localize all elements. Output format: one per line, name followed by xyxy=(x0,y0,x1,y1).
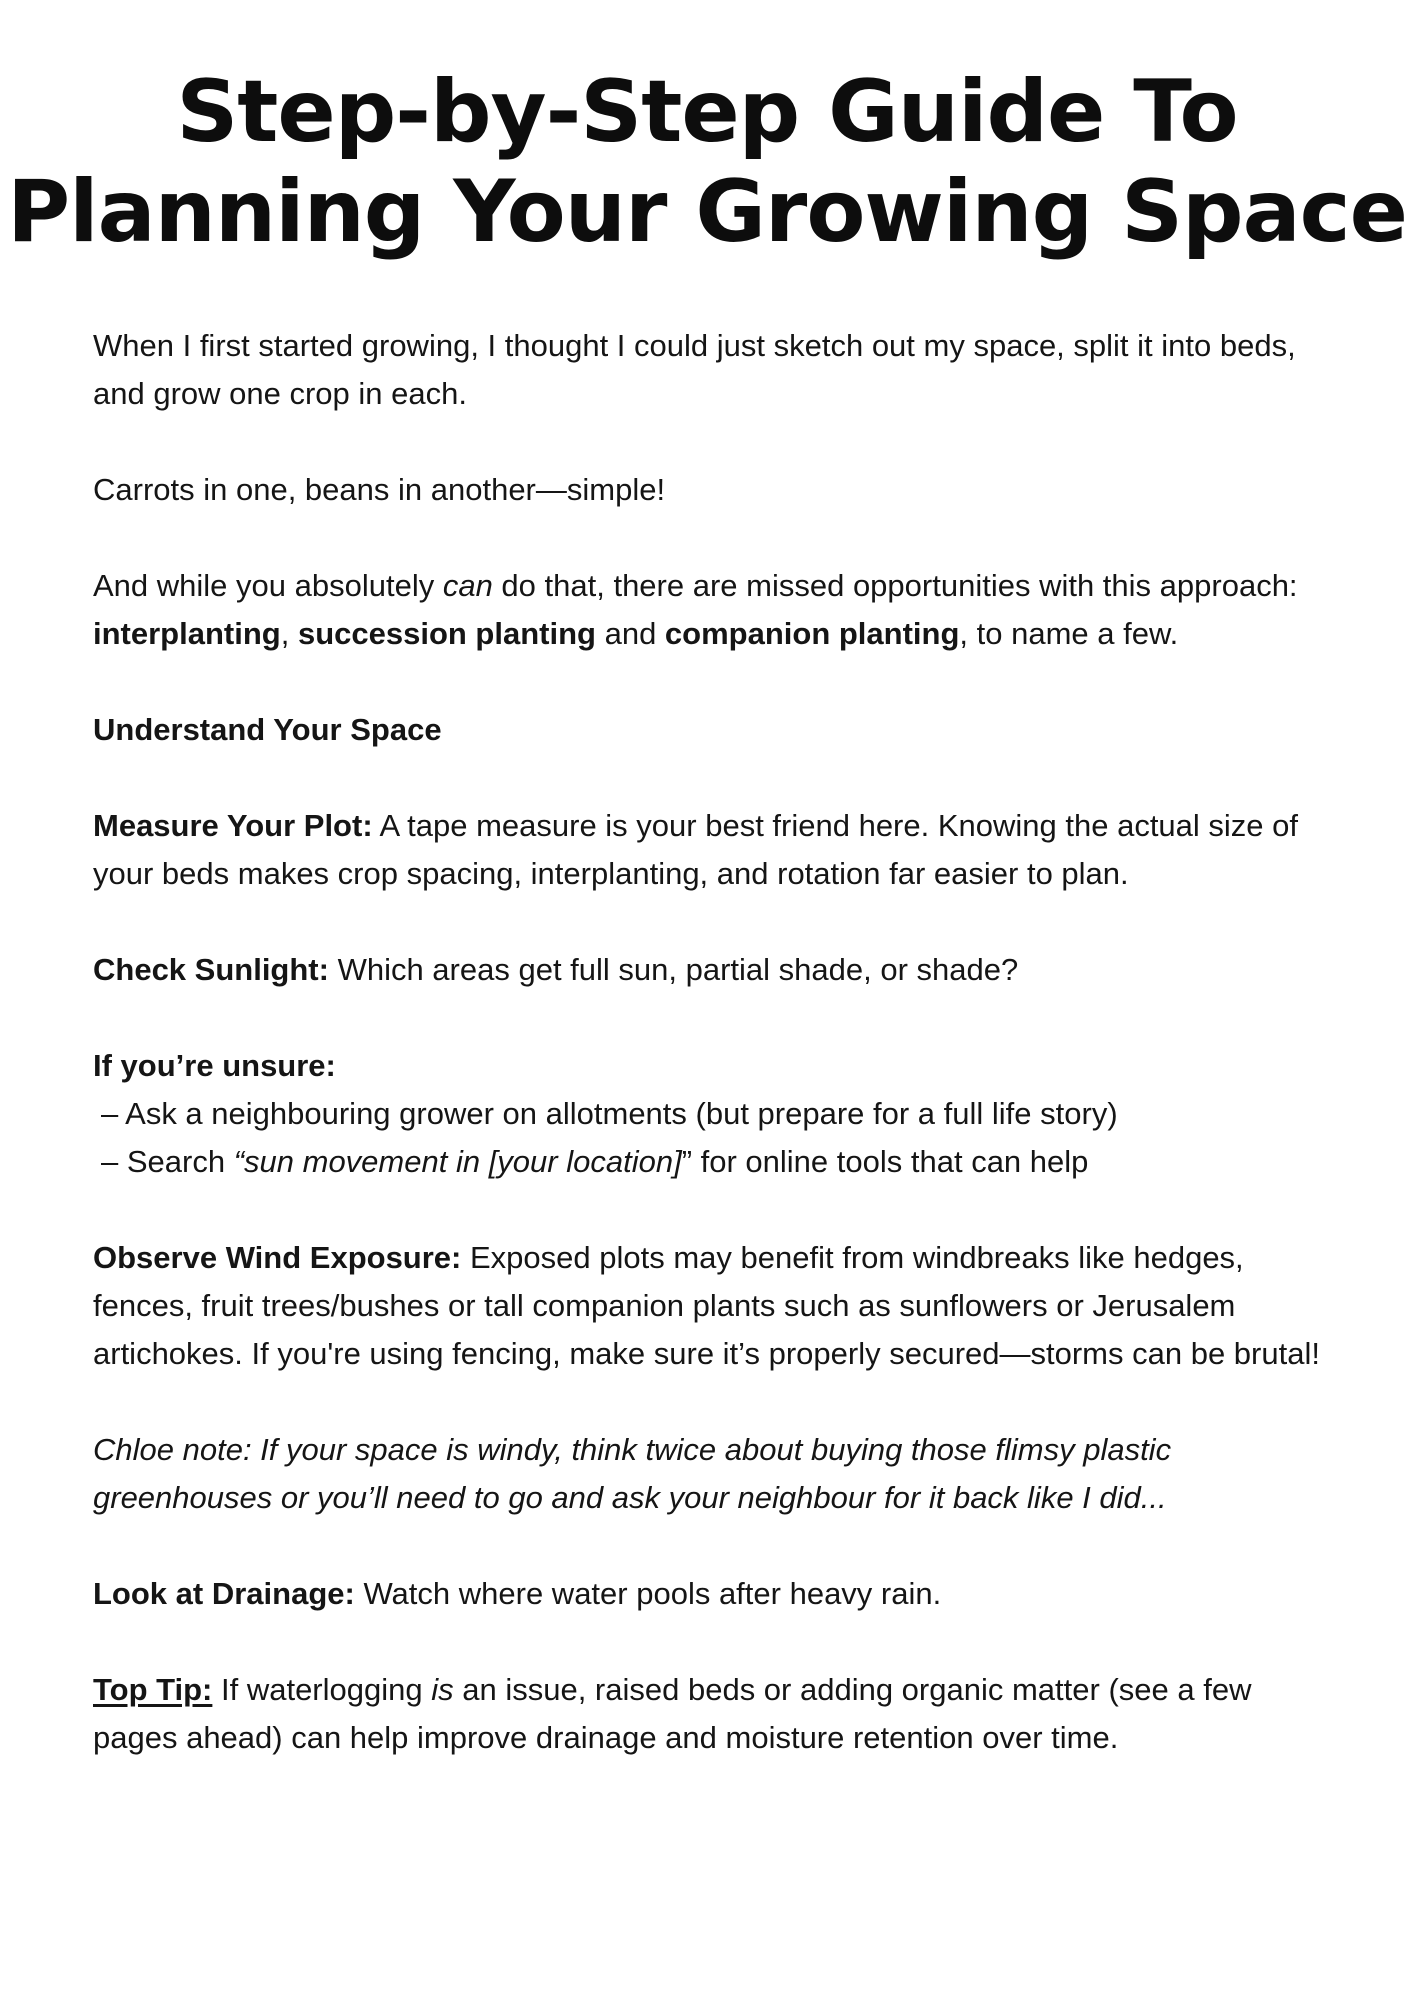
intro-text: do that, there are missed opportunities with this approach: xyxy=(492,568,1298,603)
search-phrase: “sun movement in [your location] xyxy=(233,1144,682,1179)
drainage-paragraph xyxy=(93,1570,1343,1618)
measure-text: A tape measure is your best friend here. Knowing the actual size of your beds makes crop spacing, interplanting, and rotation far easier to plan. xyxy=(93,808,1299,891)
sunlight-paragraph xyxy=(93,946,1343,994)
intro-paragraph-3 xyxy=(93,562,1343,658)
chloe-note xyxy=(93,1426,1343,1522)
page-title-line-1: Step-by-Step Guide To xyxy=(176,62,1238,162)
intro-text: , to name a few. xyxy=(959,616,1179,651)
drainage-label: Look at Drainage: xyxy=(93,1576,355,1611)
search-prefix: – Search xyxy=(101,1144,234,1179)
keyword-interplanting: interplanting xyxy=(93,616,281,651)
top-tip-text: If waterlogging xyxy=(212,1672,432,1707)
intro-paragraph-1: When I first started growing, I thought I could just sketch out my space, split it into beds, and grow one crop in each. xyxy=(93,328,1296,411)
page-title xyxy=(0,62,1414,262)
unsure-list-item xyxy=(93,1138,1343,1186)
unsure-label: If you’re unsure: xyxy=(93,1048,336,1083)
wind-paragraph xyxy=(93,1234,1343,1378)
top-tip-emphasis: is xyxy=(431,1672,454,1707)
intro-paragraph-2: Carrots in one, beans in another—simple! xyxy=(93,472,666,507)
unsure-block xyxy=(93,1042,1343,1186)
drainage-text: Watch where water pools after heavy rain. xyxy=(354,1576,942,1611)
search-suffix: ” for online tools that can help xyxy=(681,1144,1089,1179)
intro-text: , xyxy=(280,616,298,651)
section-heading xyxy=(93,706,1343,754)
wind-text: Exposed plots may benefit from windbreaks like hedges, fences, fruit trees/bushes or tall companion plants such as sunflowers or Jerusalem artichokes. If you're using fencing, make sure it’s properly secured—storms can be brutal! xyxy=(93,1240,1320,1371)
keyword-companion-planting: companion planting xyxy=(664,616,960,651)
measure-label: Measure Your Plot: xyxy=(93,808,373,843)
unsure-list-item: – Ask a neighbouring grower on allotments (but prepare for a full life story) xyxy=(101,1096,1118,1131)
sunlight-text: Which areas get full sun, partial shade, or shade? xyxy=(328,952,1019,987)
chloe-note-text: Chloe note: If your space is windy, think twice about buying those flimsy plastic greenhouses or you’ll need to go and ask your neighbour for it back like I did... xyxy=(93,1432,1172,1515)
measure-paragraph xyxy=(93,802,1343,898)
intro-text: And while you absolutely xyxy=(93,568,443,603)
sunlight-label: Check Sunlight: xyxy=(93,952,329,987)
intro-text: and xyxy=(595,616,665,651)
top-tip-text: an issue, raised beds or adding organic matter (see a few pages ahead) can help improve drainage and moisture retention over time. xyxy=(93,1672,1252,1755)
article-body xyxy=(93,322,1343,1762)
top-tip-label: Top Tip: xyxy=(93,1672,213,1707)
wind-label: Observe Wind Exposure: xyxy=(93,1240,462,1275)
intro-emphasis: can xyxy=(442,568,493,603)
page-title-line-2: Planning Your Growing Space xyxy=(7,162,1407,262)
section-heading-text: Understand Your Space xyxy=(93,712,442,747)
keyword-succession-planting: succession planting xyxy=(297,616,596,651)
top-tip-paragraph xyxy=(93,1666,1343,1762)
